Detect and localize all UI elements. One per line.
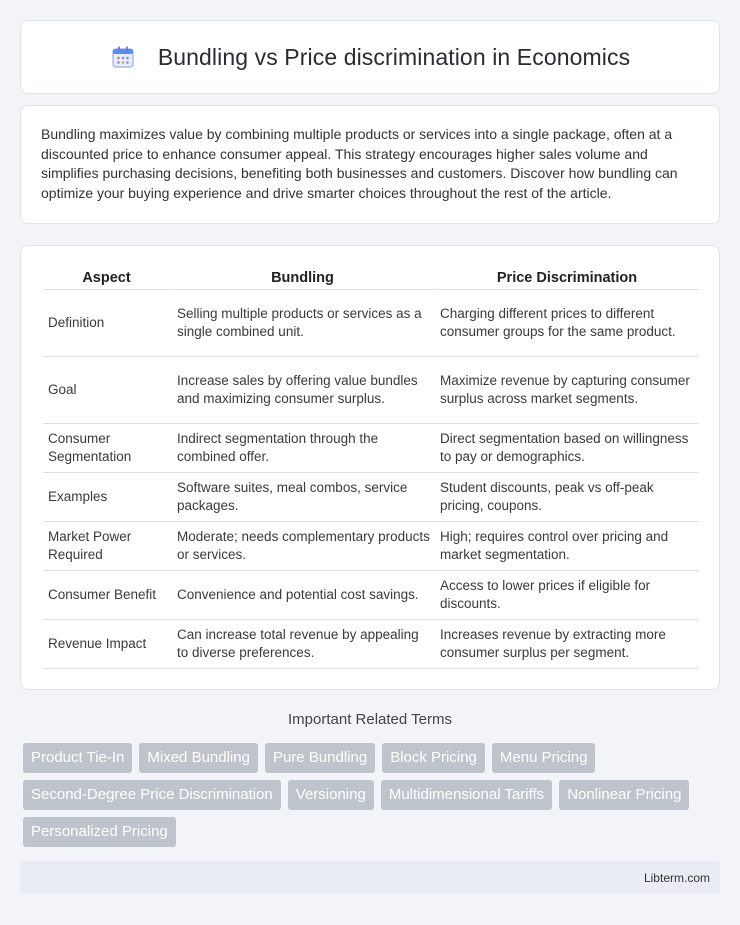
related-terms-heading: Important Related Terms [288,711,452,728]
term-tag[interactable]: Mixed Bundling [139,743,258,773]
cell-aspect: Revenue Impact [43,620,172,669]
header-aspect: Aspect [43,262,172,290]
cell-aspect: Market Power Required [43,522,172,571]
comparison-table [43,262,699,669]
table-row [43,357,699,424]
cell-price-discrimination: High; requires control over pricing and market segmentation. [435,522,699,571]
term-tag[interactable]: Product Tie-In [23,743,132,773]
cell-bundling: Can increase total revenue by appealing to diverse preferences. [172,620,435,669]
table-header-row [43,262,699,290]
term-tag[interactable]: Block Pricing [382,743,485,773]
intro-paragraph: Bundling maximizes value by combining multiple products or services into a single package, often at a discounted price to enhance consumer appeal. This strategy encourages higher sales volume and simplifies purchasing decisions, benefiting both businesses and customers. Discover how bundling can optimize your buying experience and drive smarter choices throughout the rest of the article. [41,126,678,201]
table-row [43,571,699,620]
term-tag[interactable]: Versioning [288,780,374,810]
page-title: Bundling vs Price discrimination in Economics [157,43,631,70]
table-row [43,620,699,669]
cell-bundling: Software suites, meal combos, service packages. [172,473,435,522]
intro-card [20,105,720,224]
header-inner [110,44,630,71]
table-row [43,522,699,571]
term-tag[interactable]: Pure Bundling [265,743,375,773]
cell-price-discrimination: Maximize revenue by capturing consumer surplus across market segments. [435,357,699,424]
cell-price-discrimination: Increases revenue by extracting more consumer surplus per segment. [435,620,699,669]
cell-price-discrimination: Access to lower prices if eligible for discounts. [435,571,699,620]
cell-aspect: Examples [43,473,172,522]
table-row [43,473,699,522]
term-tag[interactable]: Menu Pricing [492,743,596,773]
cell-aspect: Goal [43,357,172,424]
cell-bundling: Indirect segmentation through the combined offer. [172,424,435,473]
cell-bundling: Selling multiple products or services as a single combined unit. [172,290,435,357]
cell-bundling: Moderate; needs complementary products or services. [172,522,435,571]
footer [20,861,720,894]
header-price-discrimination: Price Discrimination [435,262,699,290]
cell-bundling: Convenience and potential cost savings. [172,571,435,620]
cell-price-discrimination: Direct segmentation based on willingness to pay or demographics. [435,424,699,473]
cell-bundling: Increase sales by offering value bundles and maximizing consumer surplus. [172,357,435,424]
cell-aspect: Consumer Segmentation [43,424,172,473]
comparison-table-card [20,245,720,690]
calendar-icon [110,44,136,70]
cell-aspect: Definition [43,290,172,357]
term-tag[interactable]: Second-Degree Price Discrimination [23,780,281,810]
table-row [43,290,699,357]
header-card [20,20,720,94]
table-row [43,424,699,473]
term-tag[interactable]: Multidimensional Tariffs [381,780,552,810]
term-tag[interactable]: Nonlinear Pricing [559,780,689,810]
footer-site-link[interactable]: Libterm.com [643,870,710,885]
cell-aspect: Consumer Benefit [43,571,172,620]
related-terms-list [23,743,723,847]
term-tag[interactable]: Personalized Pricing [23,817,176,847]
cell-price-discrimination: Charging different prices to different consumer groups for the same product. [435,290,699,357]
cell-price-discrimination: Student discounts, peak vs off-peak pricing, coupons. [435,473,699,522]
header-bundling: Bundling [172,262,435,290]
